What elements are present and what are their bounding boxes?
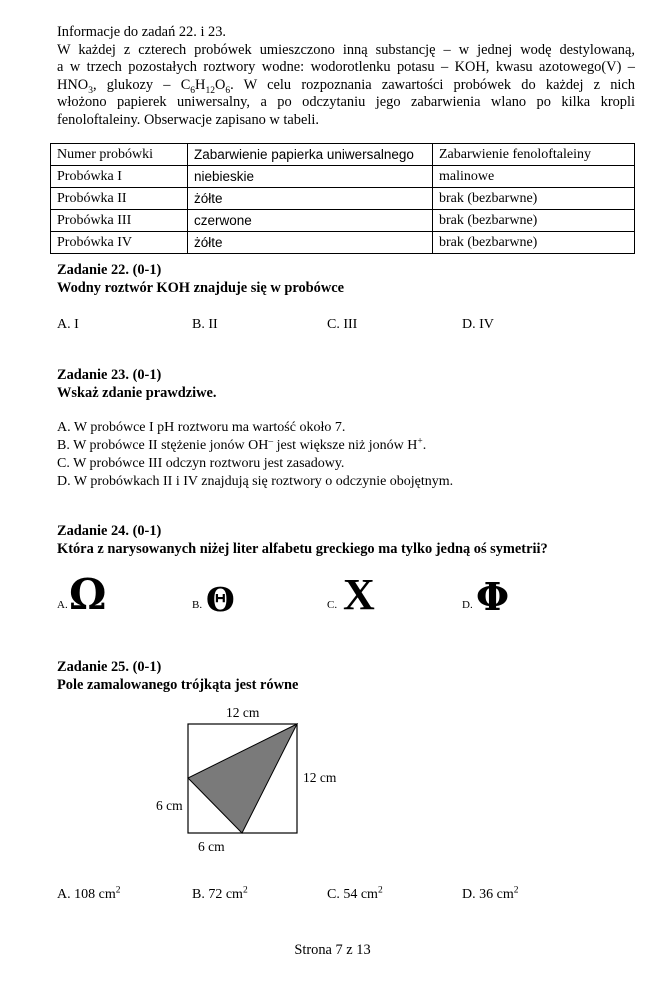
table-cell: żółte bbox=[188, 232, 433, 254]
task22-option-a[interactable]: A. I bbox=[57, 317, 79, 332]
table-header: Numer probówki bbox=[51, 144, 188, 166]
shaded-triangle bbox=[188, 724, 297, 833]
intro-heading: Informacje do zadań 22. i 23. bbox=[57, 24, 227, 40]
task25-question: Pole zamalowanego trójkąta jest równe bbox=[57, 677, 299, 693]
table-cell: czerwone bbox=[188, 210, 433, 232]
observation-table bbox=[50, 143, 635, 254]
label-right: 12 cm bbox=[303, 770, 337, 785]
table-header-row bbox=[51, 144, 635, 166]
table-cell: żółte bbox=[188, 188, 433, 210]
task23-title: Zadanie 23. (0-1) bbox=[57, 367, 162, 383]
table-cell: brak (bezbarwne) bbox=[433, 210, 635, 232]
task22-option-d[interactable]: D. IV bbox=[462, 317, 494, 332]
formula-hno3: $HNO_3$ bbox=[57, 76, 93, 96]
table-cell: brak (bezbarwne) bbox=[433, 188, 635, 210]
option-label: A. bbox=[57, 599, 68, 611]
label-bottom: 6 cm bbox=[198, 839, 225, 854]
intro-line-2: a w trzech pozostałych roztwory wodne: wodorotlenku potasu – KOH, kwasu azotowego(V) – bbox=[57, 59, 635, 76]
table-cell: Probówka IV bbox=[51, 232, 188, 254]
page-number: Strona 7 z 13 bbox=[294, 942, 371, 958]
table-header: Zabarwienie papierka uniwersalnego bbox=[188, 144, 433, 166]
table-row bbox=[51, 232, 635, 254]
chi-glyph: X bbox=[343, 570, 375, 619]
task23-option-c[interactable]: C. W probówce III odczyn roztworu jest zasadowy. bbox=[57, 456, 345, 471]
task24-title: Zadanie 24. (0-1) bbox=[57, 523, 162, 539]
task22-title: Zadanie 22. (0-1) bbox=[57, 262, 162, 278]
table-cell: brak (bezbarwne) bbox=[433, 232, 635, 254]
label-top: 12 cm bbox=[226, 705, 260, 720]
table-row bbox=[51, 188, 635, 210]
intro-line-3: $HNO_3$, glukozy – $C_6H_{12}O_6$. W celu rozpoznania zawartości probówek do każdej z nich bbox=[57, 76, 635, 96]
task22-option-b[interactable]: B. II bbox=[192, 317, 218, 332]
table-header: Zabarwienie fenoloftaleiny bbox=[433, 144, 635, 166]
intro-block bbox=[57, 24, 635, 130]
omega-glyph: Ω bbox=[69, 570, 107, 619]
intro-line-1: W każdej z czterech probówek umieszczono inną substancję – w jednej wodę destylowaną, bbox=[57, 41, 635, 58]
task24-question: Która z narysowanych niżej liter alfabetu greckiego ma tylko jedną oś symetrii? bbox=[57, 541, 548, 557]
formula-glucose: $C_6H_{12}O_6$ bbox=[180, 76, 231, 96]
phi-glyph: Φ bbox=[476, 574, 510, 619]
table-cell: niebieskie bbox=[188, 166, 433, 188]
task22-option-c[interactable]: C. III bbox=[327, 317, 358, 332]
option-label: B. bbox=[192, 599, 203, 611]
table-row bbox=[51, 166, 635, 188]
option-label: C. bbox=[327, 599, 338, 611]
task25-option-d[interactable]: D. 36 $cm^2$ bbox=[462, 885, 519, 902]
table-cell: malinowe bbox=[433, 166, 635, 188]
task23-option-d[interactable]: D. W probówkach II i IV znajdują się roztwory o odczynie obojętnym. bbox=[57, 474, 454, 489]
theta-glyph: Θ bbox=[206, 580, 235, 619]
task23-option-a[interactable]: A. W probówce I pH roztworu ma wartość około 7. bbox=[57, 420, 346, 435]
task25-option-b[interactable]: B. 72 $cm^2$ bbox=[192, 885, 248, 902]
triangle-figure bbox=[180, 718, 305, 838]
label-left: 6 cm bbox=[156, 798, 183, 813]
task25-title: Zadanie 25. (0-1) bbox=[57, 659, 162, 675]
intro-line-5: fenoloftaleiny. Obserwacje zapisano w tabeli. bbox=[57, 111, 319, 128]
task22-question: Wodny roztwór KOH znajduje się w probówce bbox=[57, 280, 345, 296]
intro-line-4: włożono papierek uniwersalny, a po odczytaniu jego zabarwienia wlano po kilka kropli bbox=[57, 94, 635, 111]
task25-option-c[interactable]: C. 54 $cm^2$ bbox=[327, 885, 383, 902]
table-row bbox=[51, 210, 635, 232]
table-cell: Probówka III bbox=[51, 210, 188, 232]
task25-option-a[interactable]: A. 108 $cm^2$ bbox=[57, 885, 121, 902]
task23-question: Wskaż zdanie prawdziwe. bbox=[57, 385, 217, 401]
task23-option-b[interactable]: B. W probówce II stężenie jonów OH– jest większe niż jonów H+. bbox=[57, 436, 427, 453]
table-cell: Probówka II bbox=[51, 188, 188, 210]
option-label: D. bbox=[462, 599, 473, 611]
table-cell: Probówka I bbox=[51, 166, 188, 188]
